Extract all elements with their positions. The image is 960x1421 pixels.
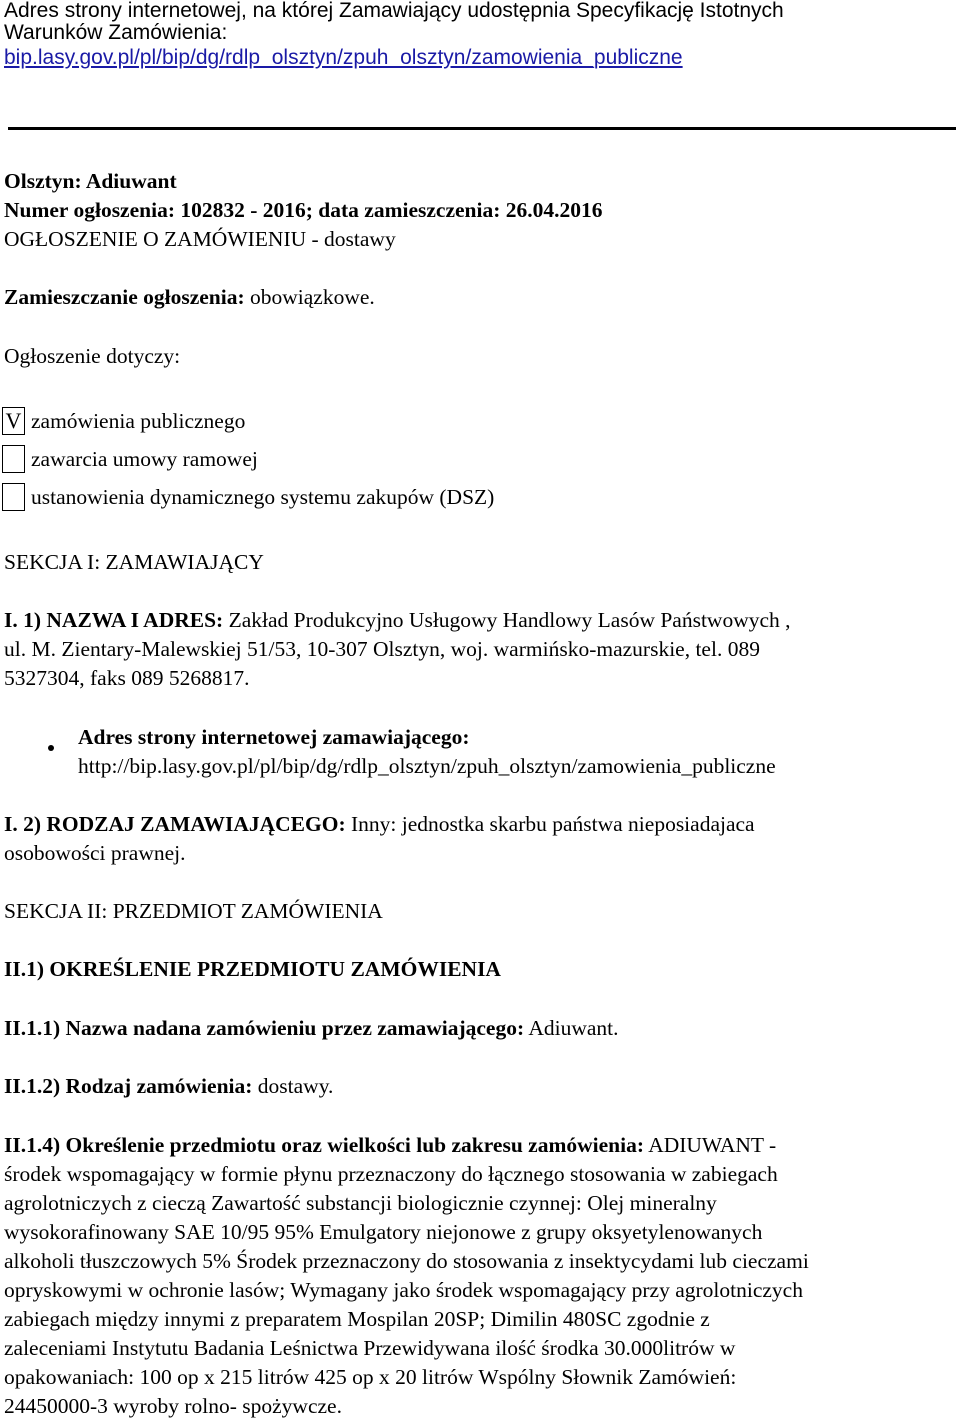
section2-subheading: II.1) OKREŚLENIE PRZEDMIOTU ZAMÓWIENIA	[4, 957, 501, 981]
option-label: ustanowienia dynamicznego systemu zakupów (DSZ)	[31, 484, 495, 509]
order-name	[4, 1014, 618, 1043]
checkbox-checked: V	[2, 407, 25, 435]
option-framework-agreement	[2, 444, 258, 474]
website-value: http://bip.lasy.gov.pl/pl/bip/dg/rdlp_olsztyn/zpuh_olsztyn/zamowienia_publiczne	[78, 754, 776, 778]
address-label: I. 1) NAZWA I ADRES:	[4, 608, 224, 632]
posting-label: Zamieszczanie ogłoszenia:	[4, 285, 245, 309]
option-label: zawarcia umowy ramowej	[31, 446, 258, 471]
order-type-value: dostawy.	[257, 1074, 334, 1098]
contracting-authority-address	[4, 606, 791, 693]
order-name-value: Adiuwant.	[528, 1016, 619, 1040]
authority-kind-value-line2: osobowości prawnej.	[4, 841, 186, 865]
order-description-line: opakowaniach: 100 op x 215 litrów 425 op x 20 litrów Wspólny Słownik Zamówień:	[4, 1365, 737, 1389]
order-description-line: środek wspomagający w formie płynu przeznaczony do łącznego stosowania w zabiegach	[4, 1162, 778, 1186]
siwz-url-link[interactable]: bip.lasy.gov.pl/pl/bip/dg/rdlp_olsztyn/zpuh_olsztyn/zamowienia_publiczne	[4, 46, 683, 69]
siwz-intro-line2: Warunków Zamówienia:	[4, 21, 228, 44]
order-description-line: zabiegach między innymi z preparatem Mospilan 20SP; Dimilin 480SC zgodnie z	[4, 1307, 710, 1331]
checkbox-empty	[2, 445, 25, 473]
posting-line	[4, 283, 375, 312]
order-description-line: 24450000-3 wyroby rolno- spożywcze.	[4, 1394, 342, 1418]
website-label: Adres strony internetowej zamawiającego:	[78, 725, 470, 749]
checkbox-empty	[2, 483, 25, 511]
option-dynamic-purchasing	[2, 482, 494, 512]
address-value-line2: ul. M. Zientary-Malewskiej 51/53, 10-307 Olsztyn, woj. warmińsko-mazurskie, tel. 089	[4, 637, 760, 661]
section2-heading: SEKCJA II: PRZEDMIOT ZAMÓWIENIA	[4, 899, 383, 923]
notice-number-line: Numer ogłoszenia: 102832 - 2016; data zamieszczenia: 26.04.2016	[4, 198, 603, 222]
siwz-intro	[4, 0, 784, 69]
order-description	[4, 1131, 809, 1421]
address-value-line1: Zakład Produkcyjno Usługowy Handlowy Lasów Państwowych ,	[228, 608, 791, 632]
authority-website	[78, 723, 776, 781]
order-description-line: opryskowymi w ochronie lasów; Wymagany jako środek wspomagający przy agrolotniczych	[4, 1278, 803, 1302]
option-label: zamówienia publicznego	[31, 408, 246, 433]
notice-title: Olsztyn: Adiuwant	[4, 169, 177, 193]
authority-kind-value-line1: Inny: jednostka skarbu państwa nieposiadajaca	[351, 812, 755, 836]
order-type	[4, 1072, 333, 1101]
notice-type: OGŁOSZENIE O ZAMÓWIENIU - dostawy	[4, 227, 396, 251]
section1-heading: SEKCJA I: ZAMAWIAJĄCY	[4, 550, 264, 574]
bullet-icon	[48, 745, 54, 751]
order-type-label: II.1.2) Rodzaj zamówienia:	[4, 1074, 253, 1098]
concerns-label: Ogłoszenie dotyczy:	[4, 344, 181, 368]
authority-kind	[4, 810, 755, 868]
option-public-procurement	[2, 406, 245, 436]
posting-value: obowiązkowe.	[250, 285, 375, 309]
siwz-intro-line1: Adres strony internetowej, na której Zamawiający udostępnia Specyfikację Istotnych	[4, 0, 784, 22]
order-name-label: II.1.1) Nazwa nadana zamówieniu przez zamawiającego:	[4, 1016, 525, 1040]
order-description-line: ADIUWANT -	[648, 1133, 777, 1157]
authority-kind-label: I. 2) RODZAJ ZAMAWIAJĄCEGO:	[4, 812, 346, 836]
order-description-line: wysokorafinowany SAE 10/95 95% Emulgatory niejonowe z grupy oksyetylenowanych	[4, 1220, 763, 1244]
order-description-line: zaleceniami Instytutu Badania Leśnictwa Przewidywana ilość środka 30.000litrów w	[4, 1336, 736, 1360]
order-description-line: alkoholi tłuszczowych 5% Środek przeznaczony do stosowania z insektycydami lub cieczami	[4, 1249, 809, 1273]
order-description-label: II.1.4) Określenie przedmiotu oraz wielkości lub zakresu zamówienia:	[4, 1133, 644, 1157]
order-description-line: agrolotniczych z cieczą Zawartość substancji biologicznie czynnej: Olej mineralny	[4, 1191, 717, 1215]
horizontal-rule	[8, 127, 956, 130]
address-value-line3: 5327304, faks 089 5268817.	[4, 666, 250, 690]
